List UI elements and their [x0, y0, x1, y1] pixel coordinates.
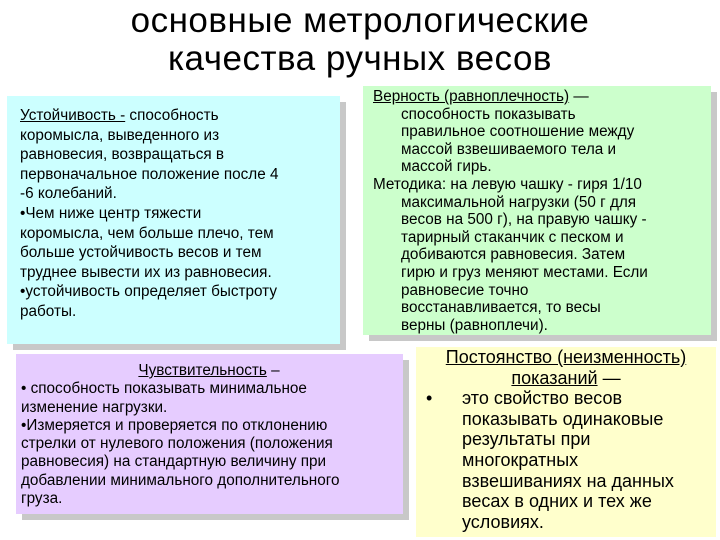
stability-line: коромысла, выведенного из — [20, 126, 220, 144]
title-line-2: качества ручных весов — [167, 39, 553, 78]
accuracy-line: гирю и груз меняют местами. Если — [401, 263, 648, 281]
constancy-box — [416, 347, 716, 537]
constancy-line: показывать одинаковые — [462, 408, 664, 429]
accuracy-line: массой взвешиваемого тела и — [401, 140, 617, 158]
accuracy-box — [363, 86, 711, 335]
constancy-list-item — [420, 388, 716, 532]
sensitivity-heading-line: Чувствительность – — [138, 362, 280, 379]
constancy-line: взвешиваниях на данных — [462, 470, 674, 491]
constancy-line: весах в одних и тех же — [462, 491, 652, 512]
constancy-heading-line-2: показаний — — [511, 367, 621, 388]
stability-line: равновесия, возвращаться в — [20, 146, 225, 164]
stability-line: первоначальное положение после 4 — [20, 165, 279, 183]
stability-line: работы. — [20, 302, 77, 320]
stability-line-1: Устойчивость - способность — [20, 107, 219, 124]
accuracy-line: правильное соотношение между — [401, 123, 635, 141]
stability-line: -6 колебаний. — [20, 185, 117, 203]
sensitivity-line: • способность показывать минимальное — [21, 380, 307, 398]
accuracy-line: восстанавливается, то весы — [401, 299, 601, 317]
accuracy-line: максимальной нагрузки (50 г для — [401, 193, 637, 211]
constancy-heading: Постоянство (неизменность) — [445, 347, 687, 367]
sensitivity-box — [16, 354, 403, 514]
title-line-1: основные метрологические — [130, 1, 590, 40]
sensitivity-line: изменение нагрузки. — [21, 398, 168, 416]
accuracy-line: равновесие точно — [401, 281, 529, 299]
sensitivity-heading: Чувствительность — [138, 362, 267, 379]
accuracy-line: массой гирь. — [401, 158, 492, 176]
accuracy-line: весов на 500 г), на правую чашку - — [401, 211, 647, 229]
bullet-icon: • — [426, 388, 433, 409]
accuracy-line: способность показывать — [401, 105, 576, 123]
sensitivity-line: •Измеряется и проверяется по отклонению — [21, 416, 328, 434]
stability-line: •устойчивость определяет быстроту — [20, 283, 277, 301]
stability-heading: Устойчивость - — [20, 107, 126, 124]
sensitivity-line: равновесия) на стандартную величину при — [21, 453, 327, 471]
stability-line: больше устойчивость весов и тем — [20, 244, 262, 262]
sensitivity-line: стрелки от нулевого положения (положения — [21, 435, 333, 453]
constancy-line: результаты при — [462, 429, 591, 450]
stability-line: труднее вывести их из равновесия. — [20, 263, 272, 281]
constancy-line: многократных — [462, 449, 579, 470]
stability-line: •Чем ниже центр тяжести — [20, 204, 202, 222]
accuracy-heading: Верность (равноплечность) — [373, 88, 570, 105]
accuracy-line: добиваются равновесия. Затем — [401, 246, 626, 264]
sensitivity-line: добавлении минимального дополнительного — [21, 471, 340, 489]
sensitivity-line: груза. — [21, 490, 63, 508]
stability-box — [7, 96, 340, 344]
accuracy-line: верны (равноплечи). — [401, 316, 548, 334]
constancy-line: это свойство весов — [462, 388, 623, 409]
constancy-line: условиях. — [462, 511, 544, 532]
constancy-text — [462, 388, 674, 532]
accuracy-method-line: Методика: на левую чашку - гиря 1/10 — [373, 175, 642, 193]
stability-line: коромысла, чем больше плечо, тем — [20, 224, 274, 242]
slide-title — [0, 2, 720, 78]
accuracy-heading-line: Верность (равноплечность) — — [373, 88, 589, 105]
accuracy-line: тарирный стаканчик с песком и — [401, 228, 624, 246]
